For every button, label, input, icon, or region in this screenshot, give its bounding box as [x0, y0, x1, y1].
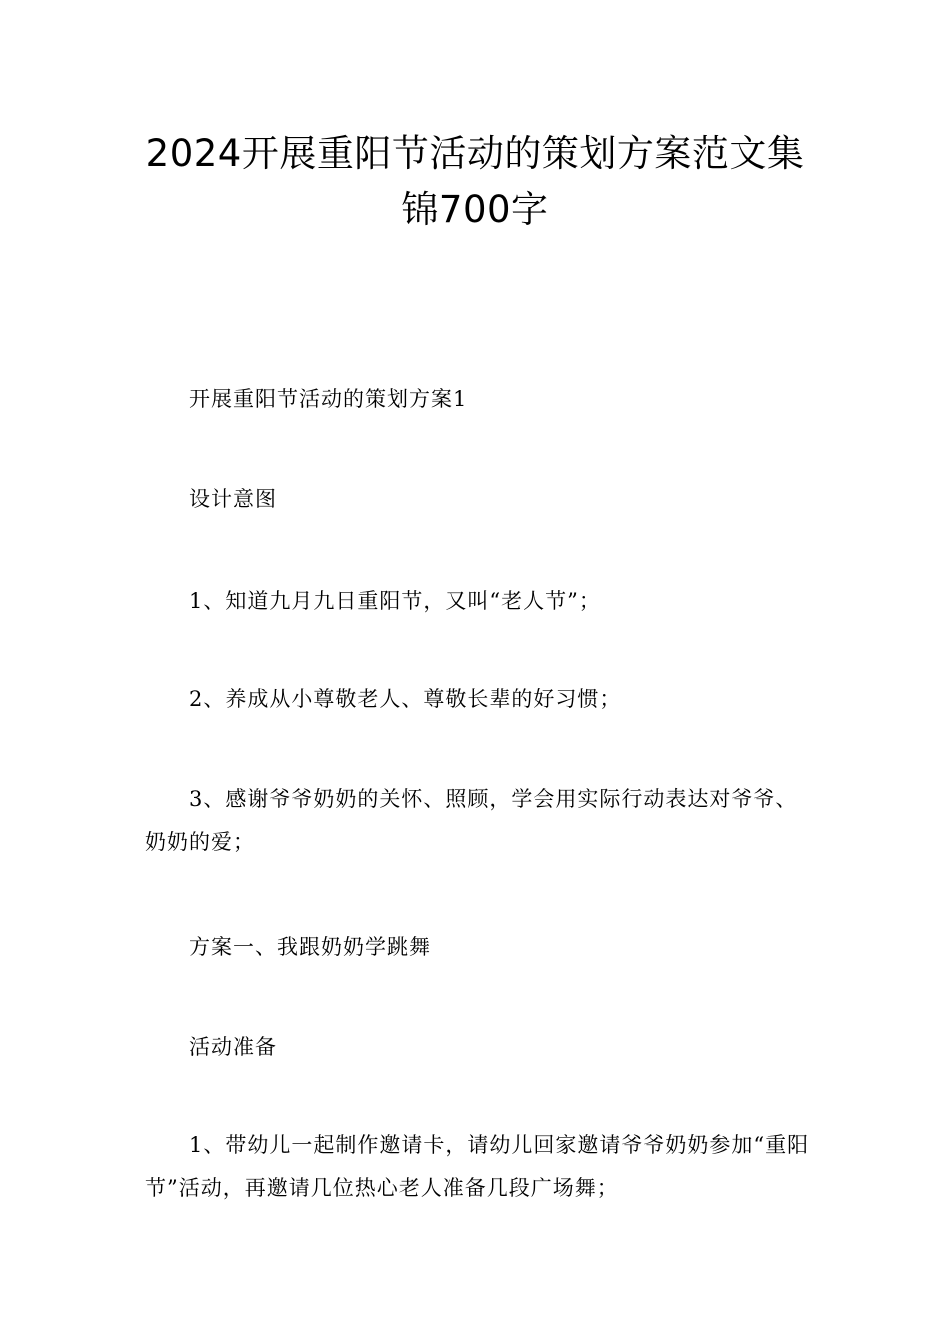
subheading-design-intent: 设计意图 [189, 487, 277, 511]
document-title [120, 126, 830, 238]
plan-heading: 方案一、我跟奶奶学跳舞 [189, 935, 431, 959]
list-item: 1、知道九月九日重阳节，又叫“老人节”； [189, 589, 601, 613]
list-item: 3、感谢爷爷奶奶的关怀、照顾，学会用实际行动表达对爷爷、奶奶的爱； [145, 787, 798, 854]
section-heading: 开展重阳节活动的策划方案1 [189, 387, 468, 411]
title-line-2: 锦700字 [401, 188, 549, 231]
title-line-1: 2024开展重阳节活动的策划方案范文集 [145, 132, 805, 175]
subheading-preparation: 活动准备 [189, 1035, 277, 1059]
list-item: 2、养成从小尊敬老人、尊敬长辈的好习惯； [189, 687, 622, 711]
list-item: 1、带幼儿一起制作邀请卡，请幼儿回家邀请爷爷奶奶参加“重阳节”活动，再邀请几位热心老人准备几段广场舞； [145, 1133, 810, 1200]
